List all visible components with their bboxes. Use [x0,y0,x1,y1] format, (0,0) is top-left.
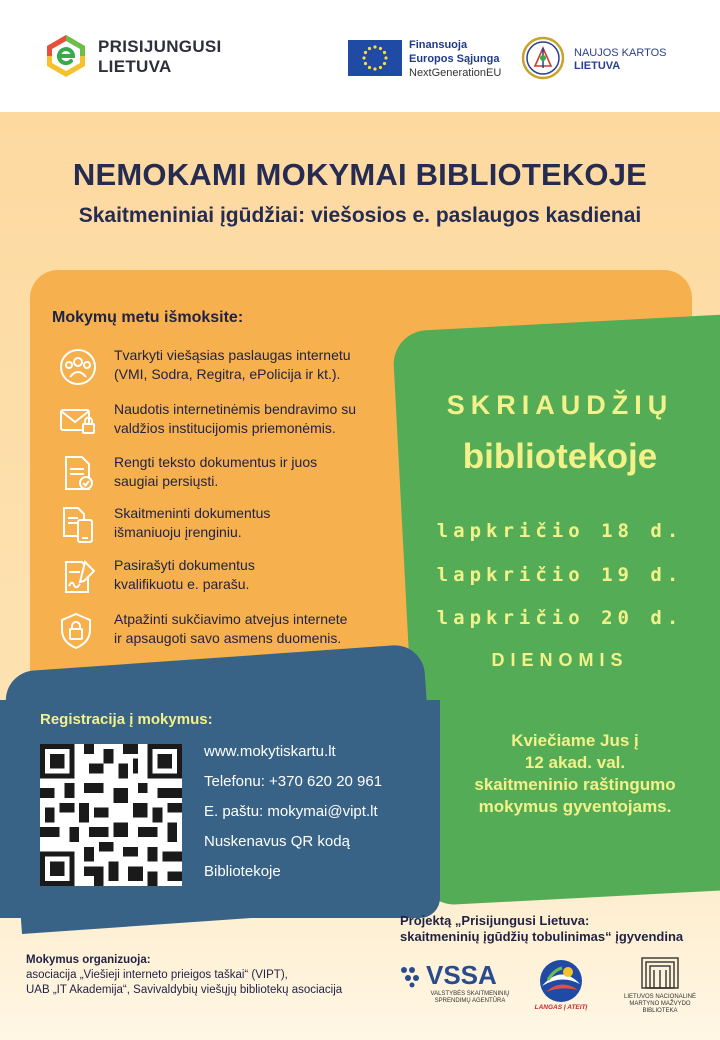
document-check-icon [58,455,98,493]
shield-lock-icon [58,612,98,650]
project-line: Projektą „Prisijungusi Lietuva: [400,913,590,928]
nk-line-2: LIETUVA [574,60,621,72]
event-invitation [440,730,710,818]
eu-flag-icon [348,40,402,76]
item-line: Rengti teksto dokumentus ir juos [114,454,318,470]
event-days-label: DIENOMIS [491,650,629,670]
item-line: kvalifikuotu e. parašu. [114,576,250,592]
learning-item [58,556,398,606]
national-library-logo [610,956,710,1020]
item-line: saugiai persiųsti. [114,473,219,489]
people-group-icon [58,348,98,386]
eu-line-1: Finansuoja [409,39,468,51]
eu-line-3: NextGenerationEU [409,67,502,79]
learning-item-text [114,453,414,491]
project-statement [400,913,710,945]
nk-line-1: NAUJOS KARTOS [574,47,667,59]
library-line: MARTYNO MAŽVYDO [629,1001,691,1007]
learning-item-text [114,400,414,438]
learning-item [58,400,398,450]
brand-line-2: LIETUVA [98,57,172,76]
registration-email[interactable]: E. paštu: mokymai@vipt.lt [204,803,378,820]
project-line: skaitmeninių įgūdžių tobulinimas“ įgyvendina [400,929,684,944]
item-line: Skaitmeninti dokumentus [114,505,271,521]
vssa-subtitle [420,991,520,1005]
library-building-icon [640,956,680,990]
item-line: išmaniuoju įrenginiu. [114,524,242,540]
vssa-name: VSSA [426,960,497,990]
item-line: valdžios institucijomis priemonėmis. [114,420,336,436]
registration-heading: Registracija į mokymus: [40,711,213,728]
prisijungusi-lietuva-logo-icon [44,34,88,78]
langas-logo [532,958,590,1018]
item-line: (VMI, Sodra, Regitra, ePolicija ir kt.). [114,366,341,382]
library-line: BIBLIOTEKA [642,1008,678,1014]
document-signature-icon [58,558,98,596]
phone-scan-icon [58,506,98,544]
learning-heading: Mokymų metu išmoksite: [52,309,244,326]
learning-item [58,346,398,396]
naujos-kartos-logo-icon [521,36,565,80]
learning-item-text [114,346,414,384]
vssa-sub-line: SPRENDIMŲ AGENTŪRA [434,998,506,1004]
learning-item-text [114,504,414,542]
learning-item-text [114,610,414,648]
event-date-3: lapkričio 20 d. [436,607,684,629]
eu-line-2: Europos Sąjunga [409,53,500,65]
organizers-line: asociacija „Viešieji interneto prieigos taškai“ (VIPT), [26,969,288,981]
vssa-sub-line: VALSTYBĖS SKAITMENINIŲ [430,991,510,997]
vssa-mark-icon [398,964,426,988]
page-subtitle: Skaitmeniniai įgūdžiai: viešosios e. paslaugos kasdienai [78,204,642,227]
invite-line: skaitmeninio raštingumo [474,775,676,794]
page-title: NEMOKAMI MOKYMAI BIBLIOTEKOJE [72,157,648,192]
organizers [26,953,342,998]
organizers-heading: Mokymus organizuoja: [26,954,151,966]
event-date-2: lapkričio 19 d. [436,564,684,586]
naujos-kartos-text [574,47,667,73]
learning-item-text [114,556,414,594]
learning-item [58,453,398,503]
item-line: Atpažinti sukčiavimo atvejus internete [114,611,348,627]
registration-phone[interactable]: Telefonu: +370 620 20 961 [204,773,383,790]
item-line: Naudotis internetinėmis bendravimo su [114,401,357,417]
qr-code-icon[interactable] [40,744,182,886]
item-line: Tvarkyti viešąsias paslaugas internetu [114,347,351,363]
envelope-lock-icon [58,402,98,440]
invite-line: Kviečiame Jus į [511,731,639,750]
eu-funding-text [409,38,501,80]
langas-label: LANGAS Į ATEITĮ [534,1004,588,1011]
library-line: LIETUVOS NACIONALINĖ [623,994,697,1000]
library-label [610,994,710,1015]
registration-place: Bibliotekoje [204,863,281,880]
registration-qr-note: Nuskenavus QR kodą [204,833,350,850]
item-line: ir apsaugoti savo asmens duomenis. [114,630,342,646]
learning-item [58,504,398,554]
brand-name [98,37,222,77]
invite-line: 12 akad. val. [524,753,626,772]
organizers-line: UAB „IT Akademija“, Savivaldybių viešųjų bibliotekų asociacija [26,984,343,996]
invite-line: mokymus gyventojams. [478,797,672,816]
vssa-logo [396,958,516,1018]
event-date-1: lapkričio 18 d. [436,520,684,542]
registration-website[interactable]: www.mokytiskartu.lt [204,743,336,760]
item-line: Pasirašyti dokumentus [114,557,255,573]
event-place-name: SKRIAUDŽIŲ [446,390,674,420]
brand-line-1: PRISIJUNGUSI [98,37,222,56]
langas-mark-icon [538,958,584,1004]
event-place-type: bibliotekoje [462,437,658,476]
